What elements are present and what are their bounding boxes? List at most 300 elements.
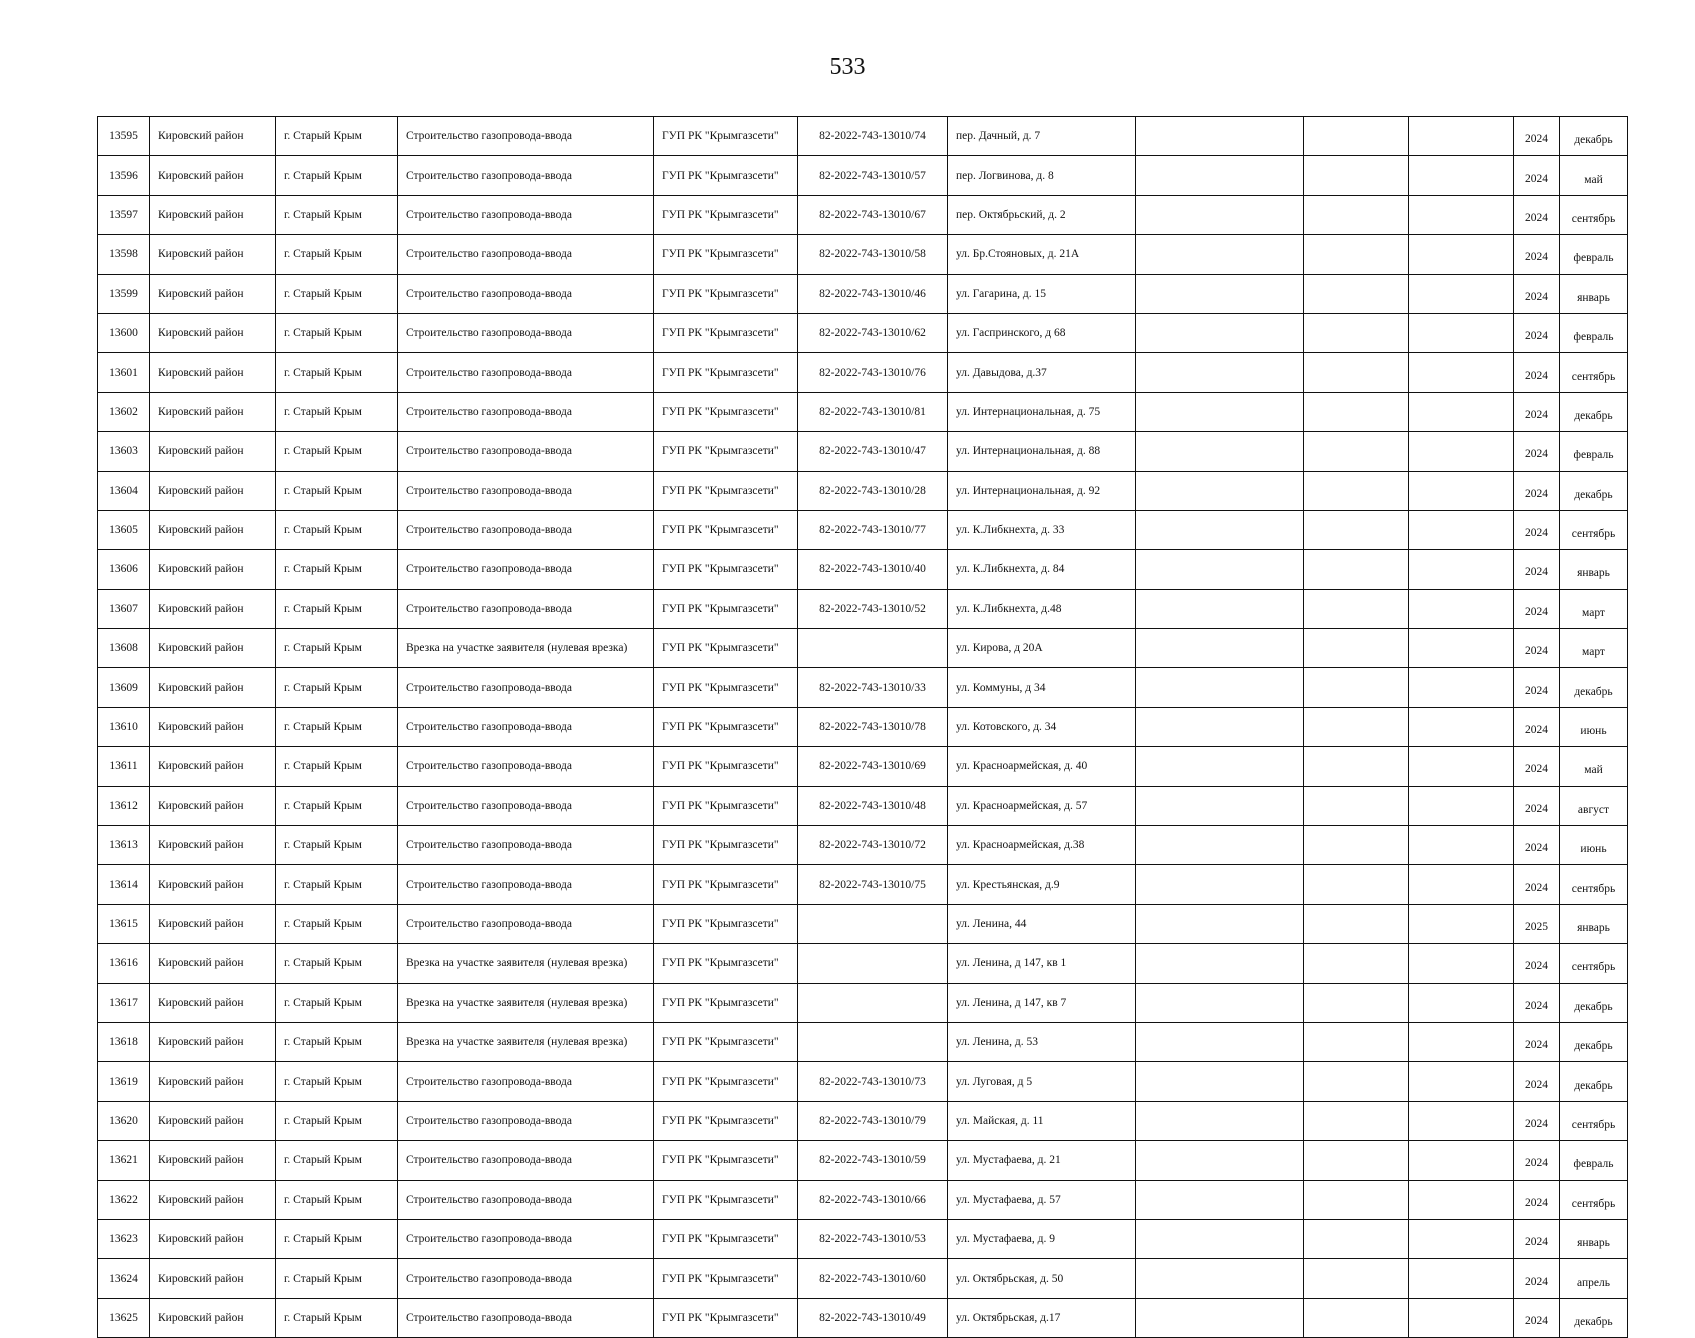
table-row bbox=[98, 747, 1628, 786]
table-row bbox=[98, 629, 1628, 668]
year-cell: 2024 bbox=[1514, 1022, 1560, 1061]
work-type-cell: Врезка на участке заявителя (нулевая врезка) bbox=[398, 1022, 654, 1061]
year-cell: 2024 bbox=[1514, 629, 1560, 668]
work-type-cell: Строительство газопровода-ввода bbox=[398, 1180, 654, 1219]
organization-cell: ГУП РК "Крымгазсети" bbox=[654, 274, 798, 313]
register-table bbox=[97, 116, 1628, 1338]
city-cell: г. Старый Крым bbox=[276, 471, 398, 510]
month-cell: январь bbox=[1560, 904, 1628, 943]
row-number-cell: 13598 bbox=[98, 235, 150, 274]
organization-cell: ГУП РК "Крымгазсети" bbox=[654, 195, 798, 234]
empty-cell bbox=[1304, 550, 1409, 589]
city-cell: г. Старый Крым bbox=[276, 274, 398, 313]
organization-cell: ГУП РК "Крымгазсети" bbox=[654, 117, 798, 156]
empty-cell bbox=[1136, 668, 1304, 707]
table-row bbox=[98, 550, 1628, 589]
registry-code-cell: 82-2022-743-13010/76 bbox=[798, 353, 948, 392]
year-cell: 2024 bbox=[1514, 747, 1560, 786]
district-cell: Кировский район bbox=[150, 432, 276, 471]
district-cell: Кировский район bbox=[150, 904, 276, 943]
address-cell: ул. Бр.Стояновых, д. 21А bbox=[948, 235, 1136, 274]
work-type-cell: Врезка на участке заявителя (нулевая врезка) bbox=[398, 944, 654, 983]
empty-cell bbox=[1409, 235, 1514, 274]
month-cell: сентябрь bbox=[1560, 1101, 1628, 1140]
work-type-cell: Врезка на участке заявителя (нулевая врезка) bbox=[398, 629, 654, 668]
year-cell: 2024 bbox=[1514, 1219, 1560, 1258]
address-cell: ул. Октябрьская, д. 50 bbox=[948, 1259, 1136, 1298]
empty-cell bbox=[1136, 313, 1304, 352]
empty-cell bbox=[1409, 1259, 1514, 1298]
registry-code-cell bbox=[798, 629, 948, 668]
month-cell: февраль bbox=[1560, 1141, 1628, 1180]
empty-cell bbox=[1136, 1141, 1304, 1180]
empty-cell bbox=[1304, 904, 1409, 943]
address-cell: ул. Мустафаева, д. 21 bbox=[948, 1141, 1136, 1180]
registry-code-cell: 82-2022-743-13010/53 bbox=[798, 1219, 948, 1258]
empty-cell bbox=[1304, 274, 1409, 313]
city-cell: г. Старый Крым bbox=[276, 1219, 398, 1258]
table-body bbox=[98, 117, 1628, 1338]
empty-cell bbox=[1136, 156, 1304, 195]
work-type-cell: Строительство газопровода-ввода bbox=[398, 392, 654, 431]
district-cell: Кировский район bbox=[150, 589, 276, 628]
organization-cell: ГУП РК "Крымгазсети" bbox=[654, 1298, 798, 1337]
year-cell: 2024 bbox=[1514, 1180, 1560, 1219]
table-row bbox=[98, 274, 1628, 313]
work-type-cell: Строительство газопровода-ввода bbox=[398, 1259, 654, 1298]
row-number-cell: 13599 bbox=[98, 274, 150, 313]
address-cell: ул. К.Либкнехта, д. 33 bbox=[948, 510, 1136, 549]
city-cell: г. Старый Крым bbox=[276, 944, 398, 983]
empty-cell bbox=[1136, 1298, 1304, 1337]
year-cell: 2024 bbox=[1514, 865, 1560, 904]
empty-cell bbox=[1409, 432, 1514, 471]
empty-cell bbox=[1409, 510, 1514, 549]
work-type-cell: Строительство газопровода-ввода bbox=[398, 550, 654, 589]
city-cell: г. Старый Крым bbox=[276, 235, 398, 274]
empty-cell bbox=[1409, 629, 1514, 668]
year-cell: 2024 bbox=[1514, 668, 1560, 707]
city-cell: г. Старый Крым bbox=[276, 156, 398, 195]
empty-cell bbox=[1304, 432, 1409, 471]
work-type-cell: Строительство газопровода-ввода bbox=[398, 313, 654, 352]
year-cell: 2024 bbox=[1514, 1259, 1560, 1298]
district-cell: Кировский район bbox=[150, 1101, 276, 1140]
year-cell: 2024 bbox=[1514, 313, 1560, 352]
empty-cell bbox=[1136, 944, 1304, 983]
empty-cell bbox=[1304, 983, 1409, 1022]
table-row bbox=[98, 1062, 1628, 1101]
address-cell: ул. Октябрьская, д.17 bbox=[948, 1298, 1136, 1337]
empty-cell bbox=[1136, 826, 1304, 865]
address-cell: ул. Красноармейская, д. 40 bbox=[948, 747, 1136, 786]
empty-cell bbox=[1304, 1298, 1409, 1337]
organization-cell: ГУП РК "Крымгазсети" bbox=[654, 904, 798, 943]
empty-cell bbox=[1304, 707, 1409, 746]
row-number-cell: 13607 bbox=[98, 589, 150, 628]
table-row bbox=[98, 1022, 1628, 1061]
table-row bbox=[98, 786, 1628, 825]
address-cell: ул. Майская, д. 11 bbox=[948, 1101, 1136, 1140]
empty-cell bbox=[1409, 1062, 1514, 1101]
registry-code-cell: 82-2022-743-13010/40 bbox=[798, 550, 948, 589]
empty-cell bbox=[1304, 510, 1409, 549]
registry-code-cell bbox=[798, 944, 948, 983]
organization-cell: ГУП РК "Крымгазсети" bbox=[654, 629, 798, 668]
table-row bbox=[98, 235, 1628, 274]
registry-code-cell: 82-2022-743-13010/73 bbox=[798, 1062, 948, 1101]
city-cell: г. Старый Крым bbox=[276, 392, 398, 431]
row-number-cell: 13596 bbox=[98, 156, 150, 195]
work-type-cell: Строительство газопровода-ввода bbox=[398, 668, 654, 707]
work-type-cell: Строительство газопровода-ввода bbox=[398, 747, 654, 786]
organization-cell: ГУП РК "Крымгазсети" bbox=[654, 1219, 798, 1258]
table-row bbox=[98, 156, 1628, 195]
address-cell: ул. Гагарина, д. 15 bbox=[948, 274, 1136, 313]
row-number-cell: 13622 bbox=[98, 1180, 150, 1219]
empty-cell bbox=[1304, 195, 1409, 234]
empty-cell bbox=[1136, 1022, 1304, 1061]
empty-cell bbox=[1409, 353, 1514, 392]
month-cell: сентябрь bbox=[1560, 353, 1628, 392]
organization-cell: ГУП РК "Крымгазсети" bbox=[654, 707, 798, 746]
city-cell: г. Старый Крым bbox=[276, 353, 398, 392]
city-cell: г. Старый Крым bbox=[276, 117, 398, 156]
organization-cell: ГУП РК "Крымгазсети" bbox=[654, 589, 798, 628]
month-cell: сентябрь bbox=[1560, 195, 1628, 234]
empty-cell bbox=[1409, 747, 1514, 786]
registry-code-cell: 82-2022-743-13010/49 bbox=[798, 1298, 948, 1337]
row-number-cell: 13621 bbox=[98, 1141, 150, 1180]
district-cell: Кировский район bbox=[150, 707, 276, 746]
year-cell: 2024 bbox=[1514, 1101, 1560, 1140]
table-row bbox=[98, 117, 1628, 156]
year-cell: 2024 bbox=[1514, 392, 1560, 431]
registry-code-cell: 82-2022-743-13010/66 bbox=[798, 1180, 948, 1219]
empty-cell bbox=[1136, 471, 1304, 510]
empty-cell bbox=[1136, 235, 1304, 274]
city-cell: г. Старый Крым bbox=[276, 1141, 398, 1180]
month-cell: декабрь bbox=[1560, 471, 1628, 510]
row-number-cell: 13595 bbox=[98, 117, 150, 156]
month-cell: апрель bbox=[1560, 1259, 1628, 1298]
month-cell: январь bbox=[1560, 274, 1628, 313]
row-number-cell: 13618 bbox=[98, 1022, 150, 1061]
empty-cell bbox=[1409, 983, 1514, 1022]
district-cell: Кировский район bbox=[150, 786, 276, 825]
district-cell: Кировский район bbox=[150, 1259, 276, 1298]
registry-code-cell: 82-2022-743-13010/77 bbox=[798, 510, 948, 549]
organization-cell: ГУП РК "Крымгазсети" bbox=[654, 826, 798, 865]
organization-cell: ГУП РК "Крымгазсети" bbox=[654, 747, 798, 786]
city-cell: г. Старый Крым bbox=[276, 629, 398, 668]
month-cell: февраль bbox=[1560, 313, 1628, 352]
table-row bbox=[98, 1298, 1628, 1337]
city-cell: г. Старый Крым bbox=[276, 707, 398, 746]
row-number-cell: 13597 bbox=[98, 195, 150, 234]
organization-cell: ГУП РК "Крымгазсети" bbox=[654, 313, 798, 352]
table-row bbox=[98, 589, 1628, 628]
month-cell: декабрь bbox=[1560, 983, 1628, 1022]
empty-cell bbox=[1409, 904, 1514, 943]
row-number-cell: 13615 bbox=[98, 904, 150, 943]
district-cell: Кировский район bbox=[150, 235, 276, 274]
district-cell: Кировский район bbox=[150, 353, 276, 392]
organization-cell: ГУП РК "Крымгазсети" bbox=[654, 865, 798, 904]
empty-cell bbox=[1136, 707, 1304, 746]
city-cell: г. Старый Крым bbox=[276, 432, 398, 471]
registry-code-cell: 82-2022-743-13010/72 bbox=[798, 826, 948, 865]
registry-code-cell: 82-2022-743-13010/78 bbox=[798, 707, 948, 746]
empty-cell bbox=[1304, 944, 1409, 983]
empty-cell bbox=[1304, 1141, 1409, 1180]
organization-cell: ГУП РК "Крымгазсети" bbox=[654, 1022, 798, 1061]
table-row bbox=[98, 392, 1628, 431]
work-type-cell: Строительство газопровода-ввода bbox=[398, 117, 654, 156]
year-cell: 2024 bbox=[1514, 471, 1560, 510]
empty-cell bbox=[1304, 865, 1409, 904]
month-cell: декабрь bbox=[1560, 1062, 1628, 1101]
registry-code-cell: 82-2022-743-13010/79 bbox=[798, 1101, 948, 1140]
city-cell: г. Старый Крым bbox=[276, 747, 398, 786]
registry-code-cell: 82-2022-743-13010/62 bbox=[798, 313, 948, 352]
table-row bbox=[98, 1141, 1628, 1180]
table-row bbox=[98, 195, 1628, 234]
district-cell: Кировский район bbox=[150, 1298, 276, 1337]
address-cell: ул. Ленина, д 147, кв 1 bbox=[948, 944, 1136, 983]
work-type-cell: Строительство газопровода-ввода bbox=[398, 589, 654, 628]
city-cell: г. Старый Крым bbox=[276, 983, 398, 1022]
table-row bbox=[98, 510, 1628, 549]
row-number-cell: 13606 bbox=[98, 550, 150, 589]
district-cell: Кировский район bbox=[150, 510, 276, 549]
address-cell: ул. Красноармейская, д. 57 bbox=[948, 786, 1136, 825]
work-type-cell: Строительство газопровода-ввода bbox=[398, 786, 654, 825]
month-cell: январь bbox=[1560, 550, 1628, 589]
district-cell: Кировский район bbox=[150, 865, 276, 904]
address-cell: пер. Дачный, д. 7 bbox=[948, 117, 1136, 156]
address-cell: ул. Кирова, д 20А bbox=[948, 629, 1136, 668]
month-cell: февраль bbox=[1560, 235, 1628, 274]
address-cell: ул. Давыдова, д.37 bbox=[948, 353, 1136, 392]
row-number-cell: 13623 bbox=[98, 1219, 150, 1258]
table-row bbox=[98, 668, 1628, 707]
year-cell: 2024 bbox=[1514, 510, 1560, 549]
empty-cell bbox=[1409, 117, 1514, 156]
registry-code-cell: 82-2022-743-13010/75 bbox=[798, 865, 948, 904]
empty-cell bbox=[1136, 865, 1304, 904]
registry-code-cell: 82-2022-743-13010/48 bbox=[798, 786, 948, 825]
district-cell: Кировский район bbox=[150, 983, 276, 1022]
address-cell: ул. Красноармейская, д.38 bbox=[948, 826, 1136, 865]
registry-code-cell bbox=[798, 1022, 948, 1061]
month-cell: май bbox=[1560, 747, 1628, 786]
month-cell: январь bbox=[1560, 1219, 1628, 1258]
work-type-cell: Строительство газопровода-ввода bbox=[398, 707, 654, 746]
empty-cell bbox=[1304, 392, 1409, 431]
month-cell: август bbox=[1560, 786, 1628, 825]
organization-cell: ГУП РК "Крымгазсети" bbox=[654, 1141, 798, 1180]
empty-cell bbox=[1409, 707, 1514, 746]
city-cell: г. Старый Крым bbox=[276, 1298, 398, 1337]
city-cell: г. Старый Крым bbox=[276, 589, 398, 628]
empty-cell bbox=[1136, 550, 1304, 589]
empty-cell bbox=[1304, 786, 1409, 825]
registry-code-cell: 82-2022-743-13010/46 bbox=[798, 274, 948, 313]
table-row bbox=[98, 707, 1628, 746]
month-cell: сентябрь bbox=[1560, 944, 1628, 983]
empty-cell bbox=[1304, 156, 1409, 195]
city-cell: г. Старый Крым bbox=[276, 313, 398, 352]
district-cell: Кировский район bbox=[150, 156, 276, 195]
district-cell: Кировский район bbox=[150, 274, 276, 313]
district-cell: Кировский район bbox=[150, 1141, 276, 1180]
table-row bbox=[98, 313, 1628, 352]
organization-cell: ГУП РК "Крымгазсети" bbox=[654, 944, 798, 983]
page-number: 533 bbox=[829, 54, 866, 80]
organization-cell: ГУП РК "Крымгазсети" bbox=[654, 1101, 798, 1140]
district-cell: Кировский район bbox=[150, 1219, 276, 1258]
city-cell: г. Старый Крым bbox=[276, 550, 398, 589]
address-cell: пер. Октябрьский, д. 2 bbox=[948, 195, 1136, 234]
row-number-cell: 13625 bbox=[98, 1298, 150, 1337]
work-type-cell: Строительство газопровода-ввода bbox=[398, 865, 654, 904]
empty-cell bbox=[1136, 904, 1304, 943]
empty-cell bbox=[1136, 1101, 1304, 1140]
row-number-cell: 13620 bbox=[98, 1101, 150, 1140]
empty-cell bbox=[1304, 629, 1409, 668]
organization-cell: ГУП РК "Крымгазсети" bbox=[654, 983, 798, 1022]
year-cell: 2024 bbox=[1514, 1298, 1560, 1337]
empty-cell bbox=[1409, 944, 1514, 983]
empty-cell bbox=[1136, 1259, 1304, 1298]
organization-cell: ГУП РК "Крымгазсети" bbox=[654, 471, 798, 510]
year-cell: 2024 bbox=[1514, 353, 1560, 392]
organization-cell: ГУП РК "Крымгазсети" bbox=[654, 1259, 798, 1298]
registry-code-cell: 82-2022-743-13010/52 bbox=[798, 589, 948, 628]
row-number-cell: 13604 bbox=[98, 471, 150, 510]
registry-code-cell bbox=[798, 983, 948, 1022]
address-cell: ул. Мустафаева, д. 57 bbox=[948, 1180, 1136, 1219]
district-cell: Кировский район bbox=[150, 668, 276, 707]
table-row bbox=[98, 1259, 1628, 1298]
year-cell: 2024 bbox=[1514, 117, 1560, 156]
organization-cell: ГУП РК "Крымгазсети" bbox=[654, 668, 798, 707]
city-cell: г. Старый Крым bbox=[276, 826, 398, 865]
work-type-cell: Строительство газопровода-ввода bbox=[398, 353, 654, 392]
district-cell: Кировский район bbox=[150, 195, 276, 234]
row-number-cell: 13624 bbox=[98, 1259, 150, 1298]
year-cell: 2025 bbox=[1514, 904, 1560, 943]
registry-code-cell bbox=[798, 904, 948, 943]
row-number-cell: 13610 bbox=[98, 707, 150, 746]
work-type-cell: Строительство газопровода-ввода bbox=[398, 826, 654, 865]
address-cell: ул. Мустафаева, д. 9 bbox=[948, 1219, 1136, 1258]
empty-cell bbox=[1136, 1219, 1304, 1258]
organization-cell: ГУП РК "Крымгазсети" bbox=[654, 550, 798, 589]
city-cell: г. Старый Крым bbox=[276, 1022, 398, 1061]
city-cell: г. Старый Крым bbox=[276, 904, 398, 943]
address-cell: ул. Интернациональная, д. 88 bbox=[948, 432, 1136, 471]
empty-cell bbox=[1136, 589, 1304, 628]
district-cell: Кировский район bbox=[150, 1022, 276, 1061]
year-cell: 2024 bbox=[1514, 550, 1560, 589]
row-number-cell: 13617 bbox=[98, 983, 150, 1022]
year-cell: 2024 bbox=[1514, 826, 1560, 865]
row-number-cell: 13611 bbox=[98, 747, 150, 786]
row-number-cell: 13605 bbox=[98, 510, 150, 549]
table-row bbox=[98, 471, 1628, 510]
district-cell: Кировский район bbox=[150, 1180, 276, 1219]
work-type-cell: Строительство газопровода-ввода bbox=[398, 471, 654, 510]
empty-cell bbox=[1304, 471, 1409, 510]
empty-cell bbox=[1304, 117, 1409, 156]
address-cell: ул. Котовского, д. 34 bbox=[948, 707, 1136, 746]
empty-cell bbox=[1409, 826, 1514, 865]
empty-cell bbox=[1304, 1219, 1409, 1258]
registry-code-cell: 82-2022-743-13010/47 bbox=[798, 432, 948, 471]
organization-cell: ГУП РК "Крымгазсети" bbox=[654, 235, 798, 274]
organization-cell: ГУП РК "Крымгазсети" bbox=[654, 510, 798, 549]
empty-cell bbox=[1136, 432, 1304, 471]
work-type-cell: Строительство газопровода-ввода bbox=[398, 1141, 654, 1180]
month-cell: декабрь bbox=[1560, 1022, 1628, 1061]
work-type-cell: Строительство газопровода-ввода bbox=[398, 274, 654, 313]
organization-cell: ГУП РК "Крымгазсети" bbox=[654, 353, 798, 392]
empty-cell bbox=[1409, 313, 1514, 352]
city-cell: г. Старый Крым bbox=[276, 1101, 398, 1140]
table-row bbox=[98, 432, 1628, 471]
row-number-cell: 13602 bbox=[98, 392, 150, 431]
year-cell: 2024 bbox=[1514, 195, 1560, 234]
year-cell: 2024 bbox=[1514, 707, 1560, 746]
month-cell: июнь bbox=[1560, 707, 1628, 746]
empty-cell bbox=[1409, 1219, 1514, 1258]
work-type-cell: Строительство газопровода-ввода bbox=[398, 432, 654, 471]
empty-cell bbox=[1136, 195, 1304, 234]
empty-cell bbox=[1409, 668, 1514, 707]
organization-cell: ГУП РК "Крымгазсети" bbox=[654, 392, 798, 431]
empty-cell bbox=[1136, 274, 1304, 313]
month-cell: сентябрь bbox=[1560, 865, 1628, 904]
registry-code-cell: 82-2022-743-13010/69 bbox=[798, 747, 948, 786]
empty-cell bbox=[1304, 1259, 1409, 1298]
empty-cell bbox=[1409, 195, 1514, 234]
district-cell: Кировский район bbox=[150, 629, 276, 668]
row-number-cell: 13600 bbox=[98, 313, 150, 352]
empty-cell bbox=[1409, 865, 1514, 904]
month-cell: март bbox=[1560, 589, 1628, 628]
empty-cell bbox=[1304, 235, 1409, 274]
city-cell: г. Старый Крым bbox=[276, 1062, 398, 1101]
address-cell: ул. К.Либкнехта, д. 84 bbox=[948, 550, 1136, 589]
work-type-cell: Строительство газопровода-ввода bbox=[398, 1101, 654, 1140]
empty-cell bbox=[1304, 1062, 1409, 1101]
row-number-cell: 13612 bbox=[98, 786, 150, 825]
registry-code-cell: 82-2022-743-13010/57 bbox=[798, 156, 948, 195]
address-cell: ул. Крестьянская, д.9 bbox=[948, 865, 1136, 904]
work-type-cell: Строительство газопровода-ввода bbox=[398, 1298, 654, 1337]
empty-cell bbox=[1409, 550, 1514, 589]
empty-cell bbox=[1304, 589, 1409, 628]
registry-code-cell: 82-2022-743-13010/28 bbox=[798, 471, 948, 510]
work-type-cell: Строительство газопровода-ввода bbox=[398, 1219, 654, 1258]
empty-cell bbox=[1409, 1298, 1514, 1337]
address-cell: ул. Интернациональная, д. 75 bbox=[948, 392, 1136, 431]
city-cell: г. Старый Крым bbox=[276, 786, 398, 825]
year-cell: 2024 bbox=[1514, 1141, 1560, 1180]
registry-code-cell: 82-2022-743-13010/59 bbox=[798, 1141, 948, 1180]
